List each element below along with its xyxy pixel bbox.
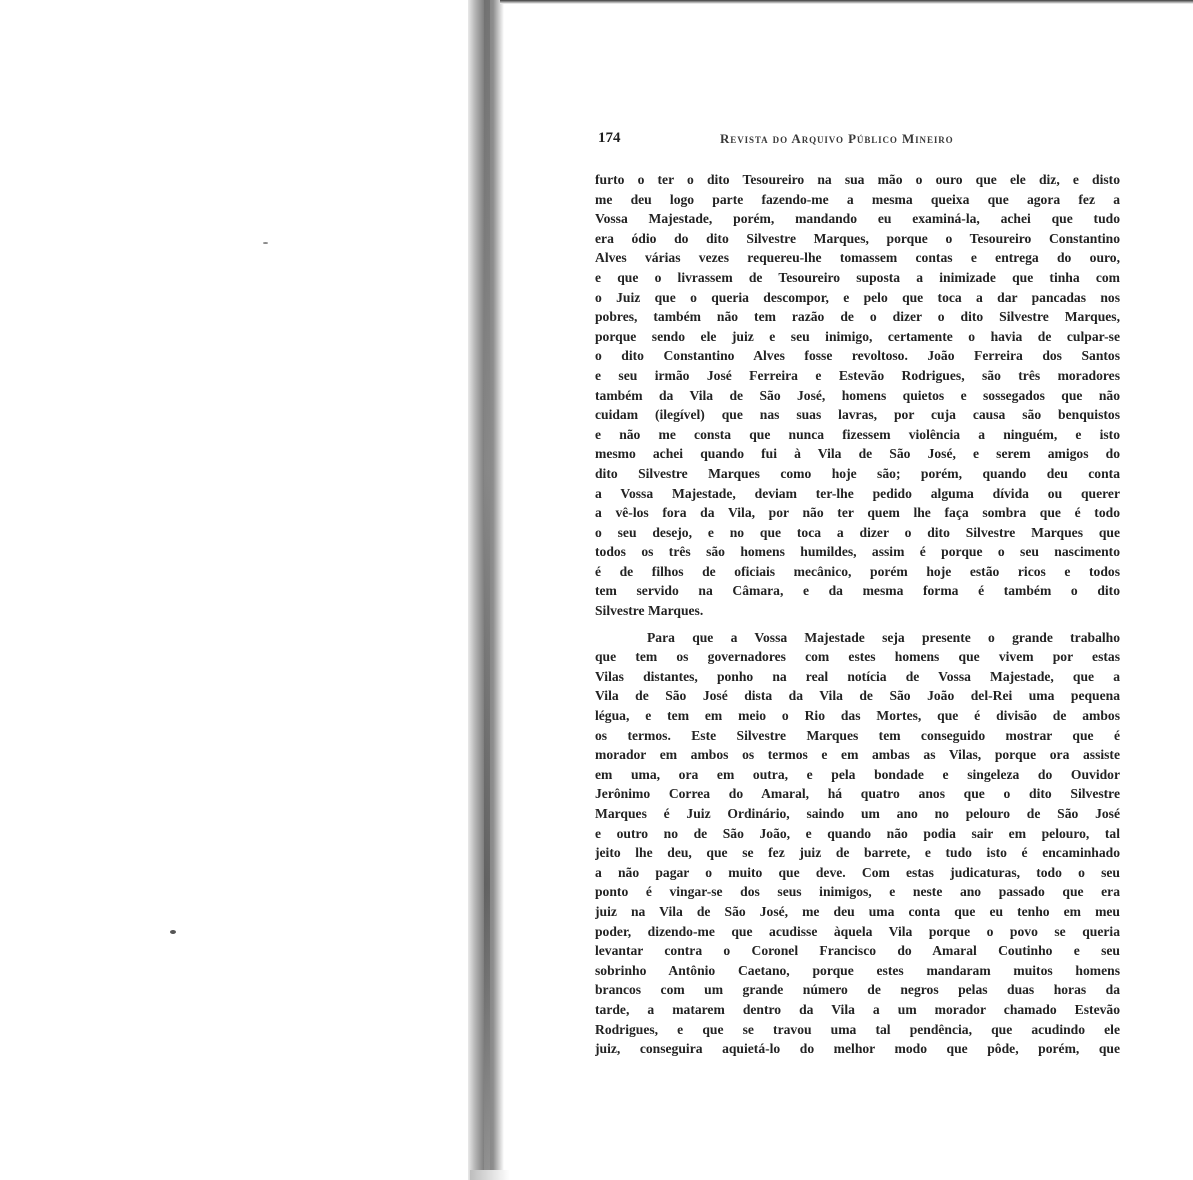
- text-line: juiz, conseguira aquietá-lo do melhor modo que pôde, porém, que: [595, 1041, 1120, 1057]
- text-line: dito Silvestre Marques como hoje são; porém, quando deu conta: [595, 465, 1120, 481]
- text-line: me deu logo parte fazendo-me a mesma queixa que agora fez a: [595, 191, 1120, 207]
- text-line: Para que a Vossa Majestade seja presente o grande trabalho: [647, 629, 1120, 645]
- left-page-blank: [0, 0, 470, 1180]
- text-line: Vila de São José dista da Vila de São João del-Rei uma pequena: [595, 688, 1120, 704]
- text-line: mesmo achei quando fui à Vila de São José, e serem amigos do: [595, 446, 1120, 462]
- text-line: e não me consta que nunca fizessem violência a ninguém, e isto: [595, 426, 1120, 442]
- text-line: Marques é Juiz Ordinário, saindo um ano no pelouro de São José: [595, 806, 1120, 821]
- paragraph-1: [595, 170, 1120, 621]
- text-line: Vossa Majestade, porém, mandando eu examiná-la, achei que tudo: [595, 211, 1120, 227]
- text-line: em uma, ora em outra, e pela bondade e singeleza do Ouvidor: [595, 766, 1120, 782]
- text-line: brancos com um grande número de negros pelas duas horas da: [595, 982, 1120, 998]
- running-head: Revista do Arquivo Público Mineiro: [720, 131, 954, 146]
- text-line: tarde, a matarem dentro da Vila a um morador chamado Estevão: [595, 1001, 1120, 1017]
- text-line: poder, dizendo-me que acudisse àquela Vila porque o povo se queria: [595, 923, 1120, 939]
- text-line: morador em ambos os termos e em ambas as Vilas, porque ora assiste: [595, 747, 1120, 763]
- scan-bottom-edge: [470, 1170, 510, 1180]
- text-line: a vê-los fora da Vila, por não ter quem lhe faça sombra que é todo: [595, 505, 1120, 521]
- book-gutter-shadow: [484, 0, 490, 1180]
- text-line: levantar contra o Coronel Francisco do Amaral Coutinho e seu: [595, 943, 1120, 959]
- text-line: era ódio do dito Silvestre Marques, porque o Tesoureiro Constantino: [595, 230, 1120, 246]
- text-line: a não pagar o muito que deve. Com estas judicaturas, todo o seu: [595, 864, 1120, 880]
- text-line: Jerônimo Correa do Amaral, há quatro anos que o dito Silvestre: [595, 786, 1120, 802]
- text-line: que tem os governadores com estes homens que vivem por estas: [595, 649, 1120, 665]
- text-line: furto o ter o dito Tesoureiro na sua mão o ouro que ele diz, e disto: [595, 172, 1120, 187]
- text-line: cuidam (ilegível) que nas suas lavras, por cuja causa são benquistos: [595, 407, 1120, 423]
- text-line: Alves várias vezes requereu-lhe tomassem contas e entrega do ouro,: [595, 250, 1120, 266]
- page-header: [598, 130, 1118, 152]
- text-line: Rodrigues, e que se travou uma tal pendência, que acudindo ele: [595, 1021, 1120, 1037]
- scan-top-edge: [500, 0, 1193, 4]
- text-line: pobres, também não tem razão de o dizer o dito Silvestre Marques,: [595, 309, 1120, 325]
- text-line: ponto é vingar-se dos seus inimigos, e neste ano passado que era: [595, 884, 1120, 900]
- text-line: o Juiz que o queria descompor, e pelo que toca a dar pancadas nos: [595, 289, 1120, 305]
- text-line: o seu desejo, e no que toca a dizer o dito Silvestre Marques que: [595, 524, 1120, 540]
- text-line: os termos. Este Silvestre Marques tem conseguido mostrar que é: [595, 727, 1120, 743]
- text-line: também da Vila de São José, homens quietos e sossegados que não: [595, 387, 1120, 403]
- page-number: 174: [598, 130, 621, 146]
- page-body: [595, 170, 1120, 1059]
- text-line: Vilas distantes, ponho na real notícia de Vossa Majestade, que a: [595, 668, 1120, 684]
- text-line: o dito Constantino Alves fosse revoltoso. João Ferreira dos Santos: [595, 348, 1120, 364]
- text-line: e que o livrassem de Tesoureiro suposta a inimizade que tinha com: [595, 269, 1120, 285]
- text-line: a Vossa Majestade, deviam ter-lhe pedido alguma dívida ou querer: [595, 485, 1120, 501]
- paper-speck: [170, 930, 176, 934]
- text-line: e outro no de São João, e quando não podia sair em pelouro, tal: [595, 825, 1120, 841]
- text-line: todos os três são homens humildes, assim é porque o seu nascimento: [595, 544, 1120, 560]
- text-line: Silvestre Marques.: [595, 603, 704, 619]
- text-line: sobrinho Antônio Caetano, porque estes mandaram muitos homens: [595, 962, 1120, 978]
- text-line: légua, e tem em meio o Rio das Mortes, que é divisão de ambos: [595, 708, 1120, 724]
- text-line: jeito lhe deu, que se fez juiz de barrete, e tudo isto é encaminhado: [595, 845, 1120, 861]
- text-line: é de filhos de oficiais mecânico, porém hoje estão ricos e todos: [595, 563, 1120, 579]
- paragraph-gap: [595, 621, 1120, 628]
- text-line: juiz na Vila de São José, me deu uma conta que eu tenho em meu: [595, 903, 1120, 919]
- text-line: tem servido na Câmara, e da mesma forma é também o dito: [595, 583, 1120, 599]
- text-line: porque sendo ele juiz e seu inimigo, certamente o havia de culpar-se: [595, 328, 1120, 344]
- text-line: e seu irmão José Ferreira e Estevão Rodrigues, são três moradores: [595, 367, 1120, 383]
- paper-speck: [263, 242, 268, 244]
- paragraph-2: [595, 628, 1120, 1059]
